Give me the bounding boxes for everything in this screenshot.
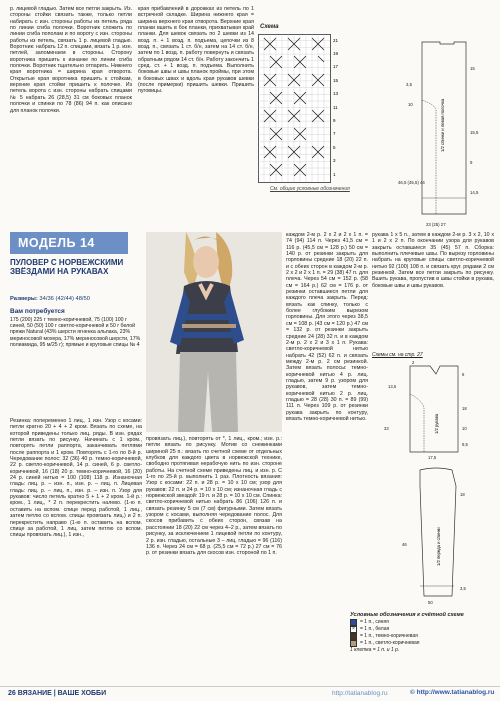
d2-label-7: 17,5 [428, 455, 437, 460]
materials-box [10, 308, 142, 348]
grid-row-5: 5 [333, 145, 336, 150]
top-text-col-2 [138, 6, 254, 96]
body-col-right [286, 232, 368, 424]
white-x-swatch: × [350, 626, 357, 633]
legend-blue-text: = 1 п., синяя [360, 619, 389, 625]
sizes-label: Размеры: [10, 296, 38, 302]
d2-label-5: 10 [462, 426, 467, 431]
grid-row-15: 15 [333, 78, 339, 83]
legend-note: 1 клетка = 1 п. и 1 р. [350, 647, 400, 653]
grid-row-11: 11 [333, 105, 338, 110]
body-mid-text: провязать лиц.), повторять от *, 1 лиц., кром.; изн. р.: петли вязать по рисунку. Мотив со снежинками шириной 25 п.: вязать по счетной схеме от отдельных клубков для каждого цвета в норвежской технике, свободно протягивая нерабочую нить по изн. стороне работы. На счетной схеме приведены лиц. и изн. р. С 1-го по 25-й р. выполнить 1 раз. Плотность вязания: Узор с косами: 22 п. и 28 р. = 10 х 10 см; узор для рукавов: 22 п. и 24 р. = 10 х 10 см; изнаночная гладь с норвежской звездой: 19 п. и 28 р. = 10 х 10 см. Спинка: светло-коричневой нитью набрать 86 (106) 126 п. и связать резинку 5 см (7 см) фигурными. Затем вязать узором с косами, выполняя чередование полос. Для скосов прибавить с обеих сторон, связав на расстоянии 18 (20) 22 см через 4–2 р., затем вязать по рисунку, за исключением 1 лицевой петли по контуру, 2 р. изн. гладью, остальные 3 – лиц. гладью = 96 (116) 136 п. Через 24 см = 68 р. (25,5 см = 72 р.) 27 см = 76 р. от резинки вязать для скосов изн. стороной по 1 п. [146, 436, 282, 557]
pattern-diagram-back [396, 34, 496, 230]
top-text-col-1 [10, 6, 132, 115]
body-left-text: Резинка: попеременно 1 лиц., 1 изн. Узор с косами: петли кратно 20 + 4 + 2 кром. Вязать по схеме, на которой приведены только лиц. ряды. В изн. рядах петли вязать по рисунку. Начинать с 1 кром., повторять петли раппорта, заканчивать петлями после раппорта и 1 кром. Повторять с 1-го по 8-й р. Чередование полос: 32 (36) 40 р. темно-коричневой, 22 р. светло-коричневой, 14 р. синей, 6 р. светло-коричневой, 16 (18) 20 р. темно-коричневой, 16 (20) 24 р. синей нитью = 100 (108) 118 р. Изнаночная гладь: лиц. р. – изн. п., изн. р. – лиц. п. Лицевая гладь: лиц. р. – лиц. п., изн. р. – изн. п. Узор для рукавов: число петель кратно 5 + 1 + 2 кром. 1-й р.: кром., 1 лиц., * 2 п. перекрестить налево. (1-ю п. оставить на вспом. спице перед работой, 1 лиц., затем петлю со вспом. спицы провязать лиц.) и 2 п. перекрестить направо (1-ю п. оставить на вспом. спице за работой, 1 лиц. затем петлю со вспом. спицы провязать лиц.), 1 изн., [10, 418, 142, 539]
top-text-1: р. лицевой гладью. Затем все петли закрыть. Из. стороны стойки связать также, только петли набирать с изн. стороны работы из петель ряда по линии сгиба полочки. Воротник сложить по линии сгиба пополам и по вороту с изн. стороны работы из петель, связать 1 р. лицевой гладью. Воротник: набрать 12 п. спицами, вязать 1 р. изн. петлей, запоминаем в стороны. Сторону воротника пришить к изнанке по линии сгиба полочки. Воротник тщательно отпарить. Нижнего края воротника = ширина края отворота. Открытые края воротника пришить к стойкам, верхние края стойки пришить к полочке. Из петель ворота с изн. стороны набрать спицами № 5 набрать 26 (28,5) 31 см боковых планок полочки и спинки по 78 (86) 94 п. как описано для планок полочки. [10, 6, 132, 114]
d3-piece-name: 1/2 переда и спинки [436, 527, 441, 566]
d1-label-4: 15,5 [470, 130, 479, 135]
legend-dark-text: = 1 п., темно-коричневая [360, 633, 418, 639]
body-far-text: рукава 1 х 5 п., затем в каждом 2-м р. 3 х 2, 10 х 1 и 2 х 2 п. По окончании узора для рукавов закрыть оставшиеся 35 (45) 57 п. Сборка: выполнить плечевые швы. По вырезу горловины набрать на круговые спицы светло-коричневой нитью 92 (100) 108 п. и связать круг. рядами 2 см резинкой. Затем все петли закрыть по рисунку. Вшить рукава, пропустив в швы стойки в рукава, боковые швы и швы рукавов. [372, 232, 494, 289]
light-brown-swatch [350, 640, 357, 647]
d1-label-2: 15 [470, 66, 475, 71]
legend-title: Условные обозначения к счётной схеме [350, 612, 464, 618]
grid-row-19: 19 [333, 51, 339, 56]
pattern-diagram-sleeve [372, 466, 496, 606]
legend-white-text: = 1 п., белая [360, 626, 390, 632]
grid-row-1: 1 [333, 172, 336, 177]
legend-light-text: = 1 п., светло-коричневая [360, 640, 420, 646]
sizes-value: 34/36 (42/44) 48/50 [39, 296, 90, 302]
grid-row-17: 17 [333, 64, 339, 69]
d3-label-1: 3,5 [460, 586, 466, 591]
d3-label-2: 18 [460, 492, 465, 497]
blue-swatch [350, 619, 357, 626]
grid-row-9: 9 [333, 118, 336, 123]
d3-label-4: 46 [402, 542, 407, 547]
grid-row-21: 21 [333, 38, 339, 43]
body-right-text: каждом 2-м р. 2 х 2 и 2 х 1 п. = 74 (94) 114 п. Через 41,5 см = 116 р. (45,5 см = 128 р.) 50 см = 140 р. от резинки закрыть для горловины средние 18 (20) 22 п. и с обеих сторон в каждом 2-м р. 2 х 2 и 2 х 1 п. = 29 (38) 47 п. для плеча. Через 54 см = 152 р. (58 см = 164 р.) 62 см = 176 р. от резинки оставшиеся петли для каждого плеча закрыть. Перед: вязать как спинку, только с более глубоким вырезом горловины. Для этого через 38,5 см = 108 р. (43 см = 120 р.) 47 см = 132 р. от резинки закрыть средние 24 (28) 32 п. и в каждом 2-м р. 2 х 2 и 3 х 1 п. Рукава: светло-коричневой нитью набрать 42 (52) 62 п. и связать между 2-м р. 2 см резинкой. Затем вязать полосы: темно-коричневой нитью 4 р. лиц. гладью, затем 9 р. узором для рукавов, затем темно-коричневой нитью 2 р. лиц. гладью = 28 (28) 30 п. = 89 (99) 111 п. Через 109 р. от резинки рукава закрыть по контуру, вязать темно-коричневой нитью. [286, 232, 368, 422]
materials-title: Вам потребуется [10, 308, 65, 315]
d2-label-1: 13,5 [388, 384, 397, 389]
d1-label-3: 46,5 (45,5) 44 [398, 180, 425, 185]
footer-url[interactable]: http://tatianablog.ru [332, 690, 388, 697]
watermark: © http://www.tatianablog.ru [410, 689, 495, 696]
body-col-left [10, 418, 142, 540]
d2-label-2: 6 [462, 372, 465, 377]
page-number: 26 ВЯЗАНИЕ | ВАШЕ ХОББИ [8, 690, 107, 697]
cable-scheme-grid [258, 34, 340, 184]
d2-label-0: 2 [412, 360, 415, 365]
model-banner: МОДЕЛЬ 14 [10, 232, 128, 254]
grid-row-7: 7 [333, 131, 336, 136]
d2-piece-name: 1/2 рукава [434, 413, 439, 434]
model-sizes [10, 296, 142, 302]
body-col-far [372, 232, 494, 290]
d2-label-3: 33 [384, 426, 389, 431]
d1-piece-name: 1/2 спинки и левая полочка [440, 98, 445, 152]
body-col-mid [146, 436, 282, 558]
d1-label-5: 9 [470, 160, 473, 165]
d1-label-6: 14,5 [470, 190, 479, 195]
d2-label-4: 18 [462, 406, 467, 411]
materials-text: 175 (200) 225 г темно-коричневой, 75 (100) 100 г синей, 50 (50) 100 г светло-коричневой и 50 г белой пряжи Natural (43% шерсти ягненка альпака, 23% мериносовой мохера, 17% мериносовой шерсти, 17% полиамида, 95 м/25 г); прямые и круговые спицы № 4 [10, 317, 141, 348]
scheme-label: Схема [260, 24, 279, 30]
legend-row-dark [350, 633, 490, 640]
schemes-ref: Схемы см. на стр. 27 [372, 352, 423, 358]
model-photo [146, 232, 282, 432]
d1-label-7: 23 (25) 27 [426, 222, 446, 227]
d1-label-0: 3,5 [406, 82, 412, 87]
d2-label-6: 9,5 [462, 442, 468, 447]
chart-legend [350, 612, 490, 654]
d3-label-0: 50 [428, 600, 433, 605]
d1-label-1: 10 [408, 102, 413, 107]
model-title: ПУЛОВЕР С НОРВЕЖСКИМИ ЗВЁЗДАМИ НА РУКАВАХ [10, 258, 124, 276]
legend-row-blue [350, 619, 490, 626]
legend-row-white [350, 626, 490, 633]
legend-row-light [350, 640, 490, 647]
scheme-caption: См. общие условные обозначения [270, 186, 350, 192]
top-text-2: края прибавлений в дорожках из петель по 1 встречной складке. Ширина нижнего края = ширина верхнего края отворота. Верхние края планки вшить в бок планки, прихватывая край планки. Для шевок связать по 2 шевки из 14 возд. п. + 1 возд. п. подъема, цепочки из 8 возд. п., связать 1 ст. б/н, затем на 14 ст. б/н, затем по 1 возд. п. работу повернуть и связать обратным рядом 14 ст. б/н. Работу закончить 1 сред. ст. + 1 возд. п. подъема. Выполнить боковые швы и швы планок проймы, при этом в боковых швах и вдоль края рукавов шевки (после примерки) пришить шевки. Пришить пуговицы. [138, 6, 254, 95]
grid-row-3: 3 [333, 158, 336, 163]
pattern-diagram-front [372, 360, 496, 460]
dark-brown-swatch [350, 633, 357, 640]
grid-row-13: 13 [333, 91, 339, 96]
